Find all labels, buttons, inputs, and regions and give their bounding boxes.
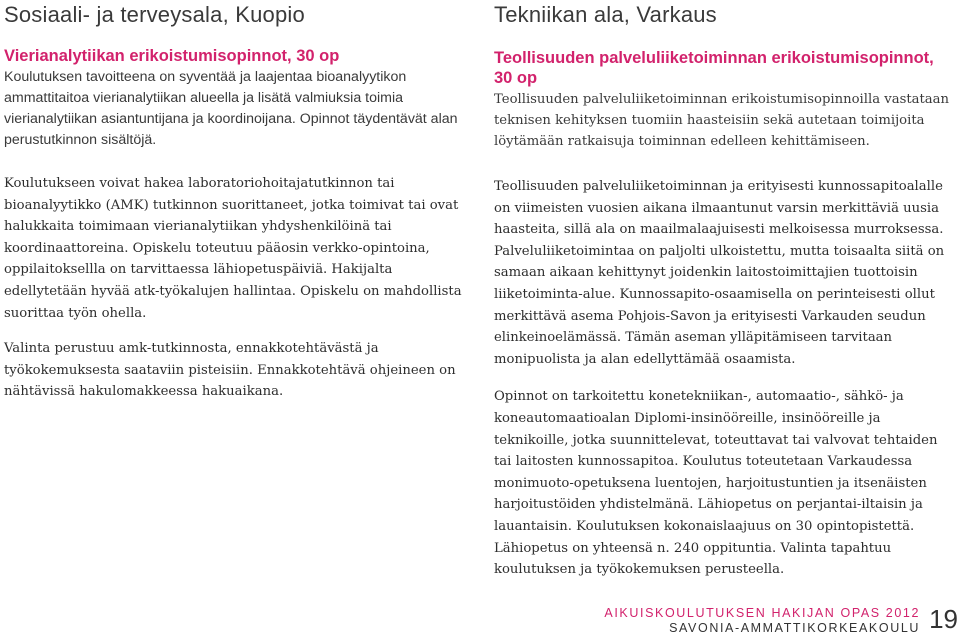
left-column [4,0,469,403]
section-title-left: Sosiaali- ja terveysala, Kuopio [4,2,305,27]
body-paragraph-right-2: Opinnot on tarkoitettu konetekniikan-, automaatio-, sähkö- ja koneautomaatioalan Diplomi-insinööreille, insinööreille ja teknikoille, jotka suunnittelevat, toteuttavat tai valvovat tehtaiden tai laitosten kunnossapitoa. Koulutus toteutetaan Varkaudessa monimuoto-opetuksena luentojen, harjoitustuntien ja itsenäisten harjoitustöiden yhdistelmänä. Lähiopetus on perjantai-iltaisin ja lauantaisin. Koulutuksen kokonaislaajuus on 30 opintopistettä. Lähiopetus on yhteensä n. 240 oppituntia. Valinta tapahtuu koulutuksen ja työkokemuksen perusteella. [494,389,938,578]
section-title-right: Tekniikan ala, Varkaus [494,2,717,27]
body-paragraph-left-2: Valinta perustuu amk-tutkinnosta, ennakkotehtävästä ja työkokemuksesta saataviin pisteisiin. Ennakkotehtävä ohjeineen on nähtävissä hakulomakkeessa hakuaikana. [4,341,456,400]
body-paragraph-right-1: Teollisuuden palveluliiketoiminnan ja erityisesti kunnossapitoalalle on viimeisten vuosien aikana ilmaantunut varsin merkittäviä uusia haasteita, sillä ala on maailmalaajuisesti melkoisessa murroksessa. Palveluliiketoimintaa on paljolti ulkoistettu, mutta toisaalta siitä on samaan aikaan kehittynyt joidenkin laitostoimittajien tuottoisin liiketoiminta-alue. Kunnossapito-osaamisella on perinteisesti ollut merkittävä asema Pohjois-Savon ja erityisesti Varkauden seudun elinkeinoelämässä. Tämän aseman ylläpitämiseen tarvitaan monipuolista ja alan edellyttämää osaamista. [494,179,945,367]
programme-title-right: Teollisuuden palveluliiketoiminnan erikoistumisopinnot, 30 op [494,49,934,87]
intro-right: Teollisuuden palveluliiketoiminnan erikoistumisopinnoilla vastataan teknisen kehityksen tuomiin haasteisiin sekä autetaan toimijoita löytämään ratkaisuja toiminnan edelleen kehittämiseen. [494,92,950,149]
intro-left: Koulutuksen tavoitteena on syventää ja laajentaa bioanalyytikon ammattitaitoa vierianalytiikan alueella ja lisätä valmiuksia toimia vierianalytiikan asiantuntijana ja koordinoijana. Opinnot täydentävät alan perustutkinnon sisältöjä. [4,69,458,148]
body-paragraph-left-1: Koulutukseen voivat hakea laboratoriohoitajatutkinnon tai bioanalyytikko (AMK) tutkinnon suorittaneet, jotka toimivat tai ovat halukkaita toimimaan vierianalytiikan yhdyshenkilöinä tai koordinaattoreina. Opiskelu toteutuu pääosin verkko-opintoina, oppilaitoksellla on tarvittaessa lähiopetuspäiviä. Hakijalta edellytetään hyvää atk-työkalujen hallintaa. Opiskelu on mahdollista suorittaa työn ohella. [4,176,462,321]
right-column [494,0,954,581]
programme-title-left: Vierianalytiikan erikoistumisopinnot, 30 op [4,47,340,65]
page-number: 19 [929,604,958,634]
footer-publication-title: AIKUISKOULUTUKSEN HAKIJAN OPAS 2012 [604,606,920,620]
footer-institution: SAVONIA-AMMATTIKORKEAKOULU [669,621,920,635]
page-footer [604,606,920,636]
